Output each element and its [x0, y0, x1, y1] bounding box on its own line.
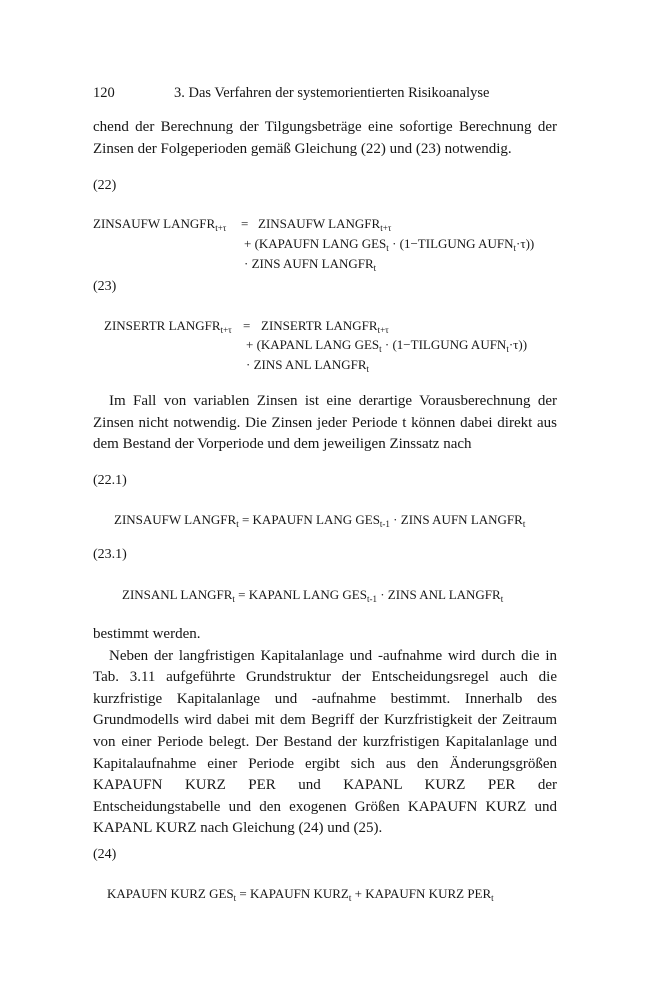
equation-number: (22.1)	[93, 473, 127, 488]
equation-22-line-3: · ZINS AUFN $LANGFR_t$	[244, 256, 377, 273]
equation-24: KAPAUFN KURZ $GES_t$ = KAPAUFN $KURZ_t$ + KAPAUFN KURZ $PER_t$	[107, 886, 494, 903]
equation-23-line-2: + (KAPANL LANG $GES_t$ · (1−TILGUNG $AUFN_t\cdot\tau$))	[246, 337, 528, 354]
paragraph: bestimmt werden. Neben der langfristigen Kapitalanlage und -aufnahme wird durch die in Tab. 3.11 aufgeführte Grundstruktur der Entscheidungsregel auch die kurzfristige Kapitalanlage und -aufnahme bestimmt. Innerhalb des Grundmodells wird dabei mit dem Begriff der Kurzfristigkeit der Zeitraum von einer Periode belegt. Der Bestand der kurzfristigen Kapitalanlage und Kapitalaufnahme einer Periode ergibt sich aus den Änderungsgrößen KAPAUFN KURZ PER und KAPANL KURZ PER der Entscheidungstabelle und den exogenen Größen KAPAUFN KURZ und KAPANL KURZ nach Gleichung (24) und (25).	[93, 626, 557, 837]
equation-22-lhs: ZINSAUFW $LANGFR_{t+\tau}$	[93, 216, 227, 233]
equation-number: (23)	[93, 279, 117, 294]
page-number: 120	[93, 85, 115, 101]
paragraph: chend der Berechnung der Tilgungsbeträge eine sofortige Berechnung der Zinsen der Folgeperioden gemäß Gleichung (22) und (23) notwendig.	[93, 119, 557, 157]
equation-23-lhs: ZINSERTR $LANGFR_{t+\tau}$	[104, 318, 232, 335]
equals-sign: =	[243, 318, 251, 333]
running-title: 3. Das Verfahren der systemorientierten Risikoanalyse	[174, 85, 490, 101]
equation-number: (24)	[93, 847, 117, 862]
equals-sign: =	[241, 216, 249, 231]
equation-23-line-1: ZINSERTR $LANGFR_{t+\tau}$	[261, 318, 389, 335]
equation-23-1: ZINSANL $LANGFR_t$ = KAPANL LANG $GES_{t-1}$ · ZINS ANL $LANGFR_t$	[122, 587, 504, 604]
equation-22-1: ZINSAUFW $LANGFR_t$ = KAPAUFN LANG $GES_{t-1}$ · ZINS AUFN $LANGFR_t$	[114, 512, 526, 529]
equation-22-line-2: + (KAPAUFN LANG $GES_t$ · (1−TILGUNG $AUFN_t\cdot\tau$))	[244, 236, 535, 253]
equation-number: (23.1)	[93, 547, 127, 562]
paragraph: Im Fall von variablen Zinsen ist eine derartige Vorausberechnung der Zinsen nicht notwendig. Die Zinsen jeder Periode t können dabei direkt aus dem Bestand der Vorperiode und dem jeweiligen Zinssatz nach	[93, 393, 557, 453]
equation-22-line-1: ZINSAUFW $LANGFR_{t+\tau}$	[258, 216, 392, 233]
equation-23-line-3: · ZINS ANL $LANGFR_t$	[246, 357, 370, 374]
equation-number: (22)	[93, 178, 117, 193]
